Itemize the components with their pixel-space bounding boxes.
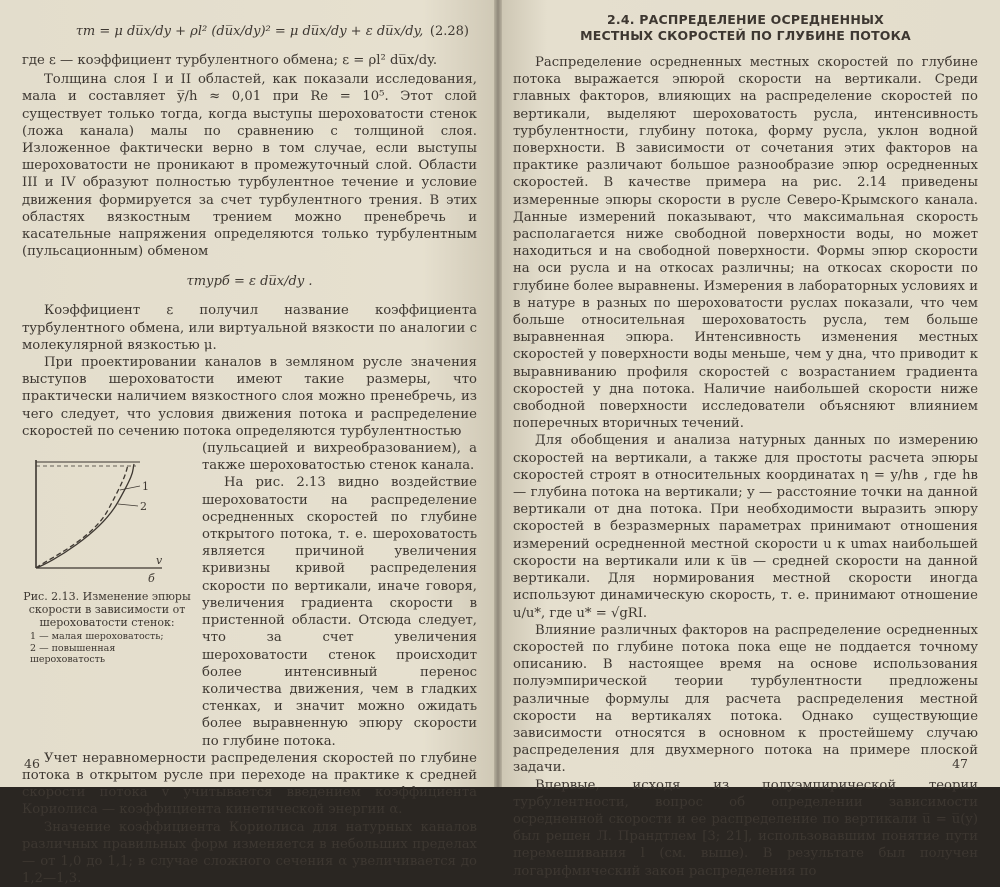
section-heading bbox=[513, 12, 978, 44]
formula-turbulent-stress-text: τтурб = ε du̅x/dy . bbox=[186, 273, 313, 289]
curve-high-roughness bbox=[36, 464, 134, 568]
figure-label-1: 1 bbox=[142, 480, 149, 494]
leader-1 bbox=[120, 486, 140, 490]
paragraph-roughness-effect: На рис. 2.13 видно воздействие шероховатости на распределение осредненных скоростей по глубине открытого потока, т. е. шероховатость является причиной увеличения кривизны кривой распределения скорости по вертикали, иначе говоря, увеличения градиента скорости в пристенной области. Отсюда следует, что за счет увеличения шероховатости стенок происходит более интенсивный перенос количества движения, чем в гладких стенках, и значит можно ожидать более выравненную эпюру скорости по глубине потока. bbox=[202, 475, 477, 749]
figure-legend-item: 2 — повышенная шероховатость bbox=[30, 642, 116, 666]
figure-legend-item: 1 — малая шероховатость; bbox=[30, 631, 164, 643]
section-heading-line: 2.4. РАСПРЕДЕЛЕНИЕ ОСРЕДНЕННЫХ bbox=[607, 12, 884, 27]
figure-caption: Рис. 2.13. Изменение эпюры скорости в зависимости от шероховатости стенок: bbox=[23, 590, 191, 630]
paragraph-turbulence-note: (пульсацией и вихреобразованием), а также шероховатостью стенок канала. bbox=[202, 441, 477, 474]
paragraph-factors-influence: Влияние различных факторов на распределение осредненных скоростей по глубине потока пока еще не поддается точному описанию. В настоящее время на основе использования полуэмпирической теории турбулентности предложены различные формулы для расчета распределения местной скорости на вертикалях потока. Однако существующие зависимости относятся в основном к простейшему случаю распределения для двухмерного потока на примере плоской задачи. bbox=[513, 622, 978, 776]
figure-label-2: 2 bbox=[140, 500, 147, 514]
page-number-left: 46 bbox=[24, 756, 40, 771]
section-heading-line: МЕСТНЫХ СКОРОСТЕЙ ПО ГЛУБИНЕ ПОТОКА bbox=[580, 28, 911, 43]
figure-label-v: v bbox=[156, 554, 163, 568]
curve-low-roughness bbox=[36, 464, 128, 568]
formula-shear-stress-text: τт = μ du̅x/dy + ρl² (du̅x/dy)² = μ du̅x/dy + ε du̅x/dy, bbox=[75, 23, 424, 39]
paragraph-turbulent-exchange: Коэффициент ε получил название коэффициента турбулентного обмена, или виртуальной вязкости по аналогии с молекулярной вязкостью μ. bbox=[22, 303, 477, 353]
velocity-profile-figure bbox=[22, 440, 192, 588]
figure-legend bbox=[22, 631, 192, 666]
left-page bbox=[0, 0, 497, 887]
figure-row bbox=[22, 440, 477, 750]
leader-2 bbox=[118, 504, 138, 506]
equation-number: (2.28) bbox=[429, 23, 469, 39]
formula-turbulent-stress bbox=[22, 260, 477, 302]
figure-2-13 bbox=[22, 440, 192, 750]
paragraph-coriolis-values: Значение коэффициента Кориолиса для натурных каналов различных правильных форм изменяется в небольших пределах — от 1,0 до 1,1; в случае сложного сечения α увеличивается до 1,2—1,3. bbox=[22, 819, 477, 887]
figure-side-text bbox=[202, 440, 477, 750]
paragraph-relative-coordinates: Для обобщения и анализа натурных данных по измерению скоростей на вертикали, а также для простоты расчета эпюры скоростей строят в относительных координатах η = y/hв , где hв — глубина потока на вертикали; y — расстояние точки на данной вертикали от дна потока. При необходимости выразить эпюру скоростей в безразмерных параметрах принимают отношения измерений осредненной местной скорости u к umax наибольшей скорости на вертикали или к u̅в — средней скорости на данной вертикали. Для нормирования местной скорости иногда используют динамическую скорость, т. е. принимают отношение u/u*, где u* = √gRI. bbox=[513, 433, 978, 621]
paragraph-epsilon-definition: где ε — коэффициент турбулентного обмена; ε = ρl² du̅x/dy. bbox=[22, 53, 438, 68]
paragraph-canal-design: При проектировании каналов в земляном русле значения выступов шероховатости имеют такие размеры, что практически наличием вязкостного слоя можно пренебречь, из чего следует, что условия движения потока и распределение скоростей по сечению потока определяются турбулентностью bbox=[22, 355, 477, 439]
book-gutter bbox=[494, 0, 502, 787]
formula-shear-stress bbox=[22, 10, 477, 52]
paragraph-prandtl: Впервые, исходя из полуэмпирической теории турбулентности, вопрос об определении зависимости осредненной скорости и ее распределение по вертикали u̅ = u̅(y) был решен Л. Прандтлем [3; 21], использовавшим понятие пути перемешивания l (см. выше). В результате был получен логарифмический закон распределения по bbox=[513, 777, 978, 879]
page-number-right: 47 bbox=[952, 756, 968, 771]
paragraph-coriolis: Учет неравномерности распределения скоростей по глубине потока в открытом русле при переходе на практике к средней скорости потока v учитывается введением коэффициента Кориолиса — коэффициента кинетической энергии α. bbox=[22, 750, 477, 818]
paragraph-layer-thickness: Толщина слоя I и II областей, как показали исследования, мала и составляет y̅/h ≈ 0,01 при Re = 10⁵. Этот слой существует только тогда, когда выступы шероховатости стенок (ложа канала) малы по сравнению с толщиной слоя. Изложенное фактически верно в том случае, если выступы шероховатости не проникают в промежуточный слой. Области III и IV образуют полностью турбулентное течение и условие движения формируется за счет турбулентного трения. В этих областях вязкостным трением можно пренебречь и касательные напряжения определяются только турбулентным (пульсационным) обменом bbox=[22, 72, 477, 260]
figure-label-b: б bbox=[148, 572, 155, 586]
right-page bbox=[497, 0, 1000, 879]
paragraph-velocity-distribution: Распределение осредненных местных скоростей по глубине потока выражается эпюрой скорости на вертикали. Среди главных факторов, влияющих на распределение скоростей по вертикали, выделяют шероховатость русла, интенсивность турбулентности, глубину потока, форму русла, уклон водной поверхности. В зависимости от сочетания этих факторов на практике различают большое разнообразие эпюр осредненных скоростей. В качестве примера на рис. 2.14 приведены измеренные эпюры скорости в русле Северо-Крымского канала. Данные измерений показывают, что максимальная скорость располагается ниже свободной поверхности воды, но может находиться и на свободной поверхности. Формы эпюр скорости на оси русла и на откосах различны; на откосах скорости по глубине более выравнены. Измерения в лабораторных условиях и в натуре в разных по шероховатости руслах показали, что чем больше относительная шероховатость русла, тем больше выравненная эпюра. Интенсивность изменения местных скоростей у поверхности воды меньше, чем у дна, что приводит к выравниванию профиля скоростей с возрастанием градиента скоростей у дна потока. Наличие наибольшей скорости ниже свободной поверхности исследователи объясняют влиянием поперечных вторичных течений. bbox=[513, 55, 978, 432]
